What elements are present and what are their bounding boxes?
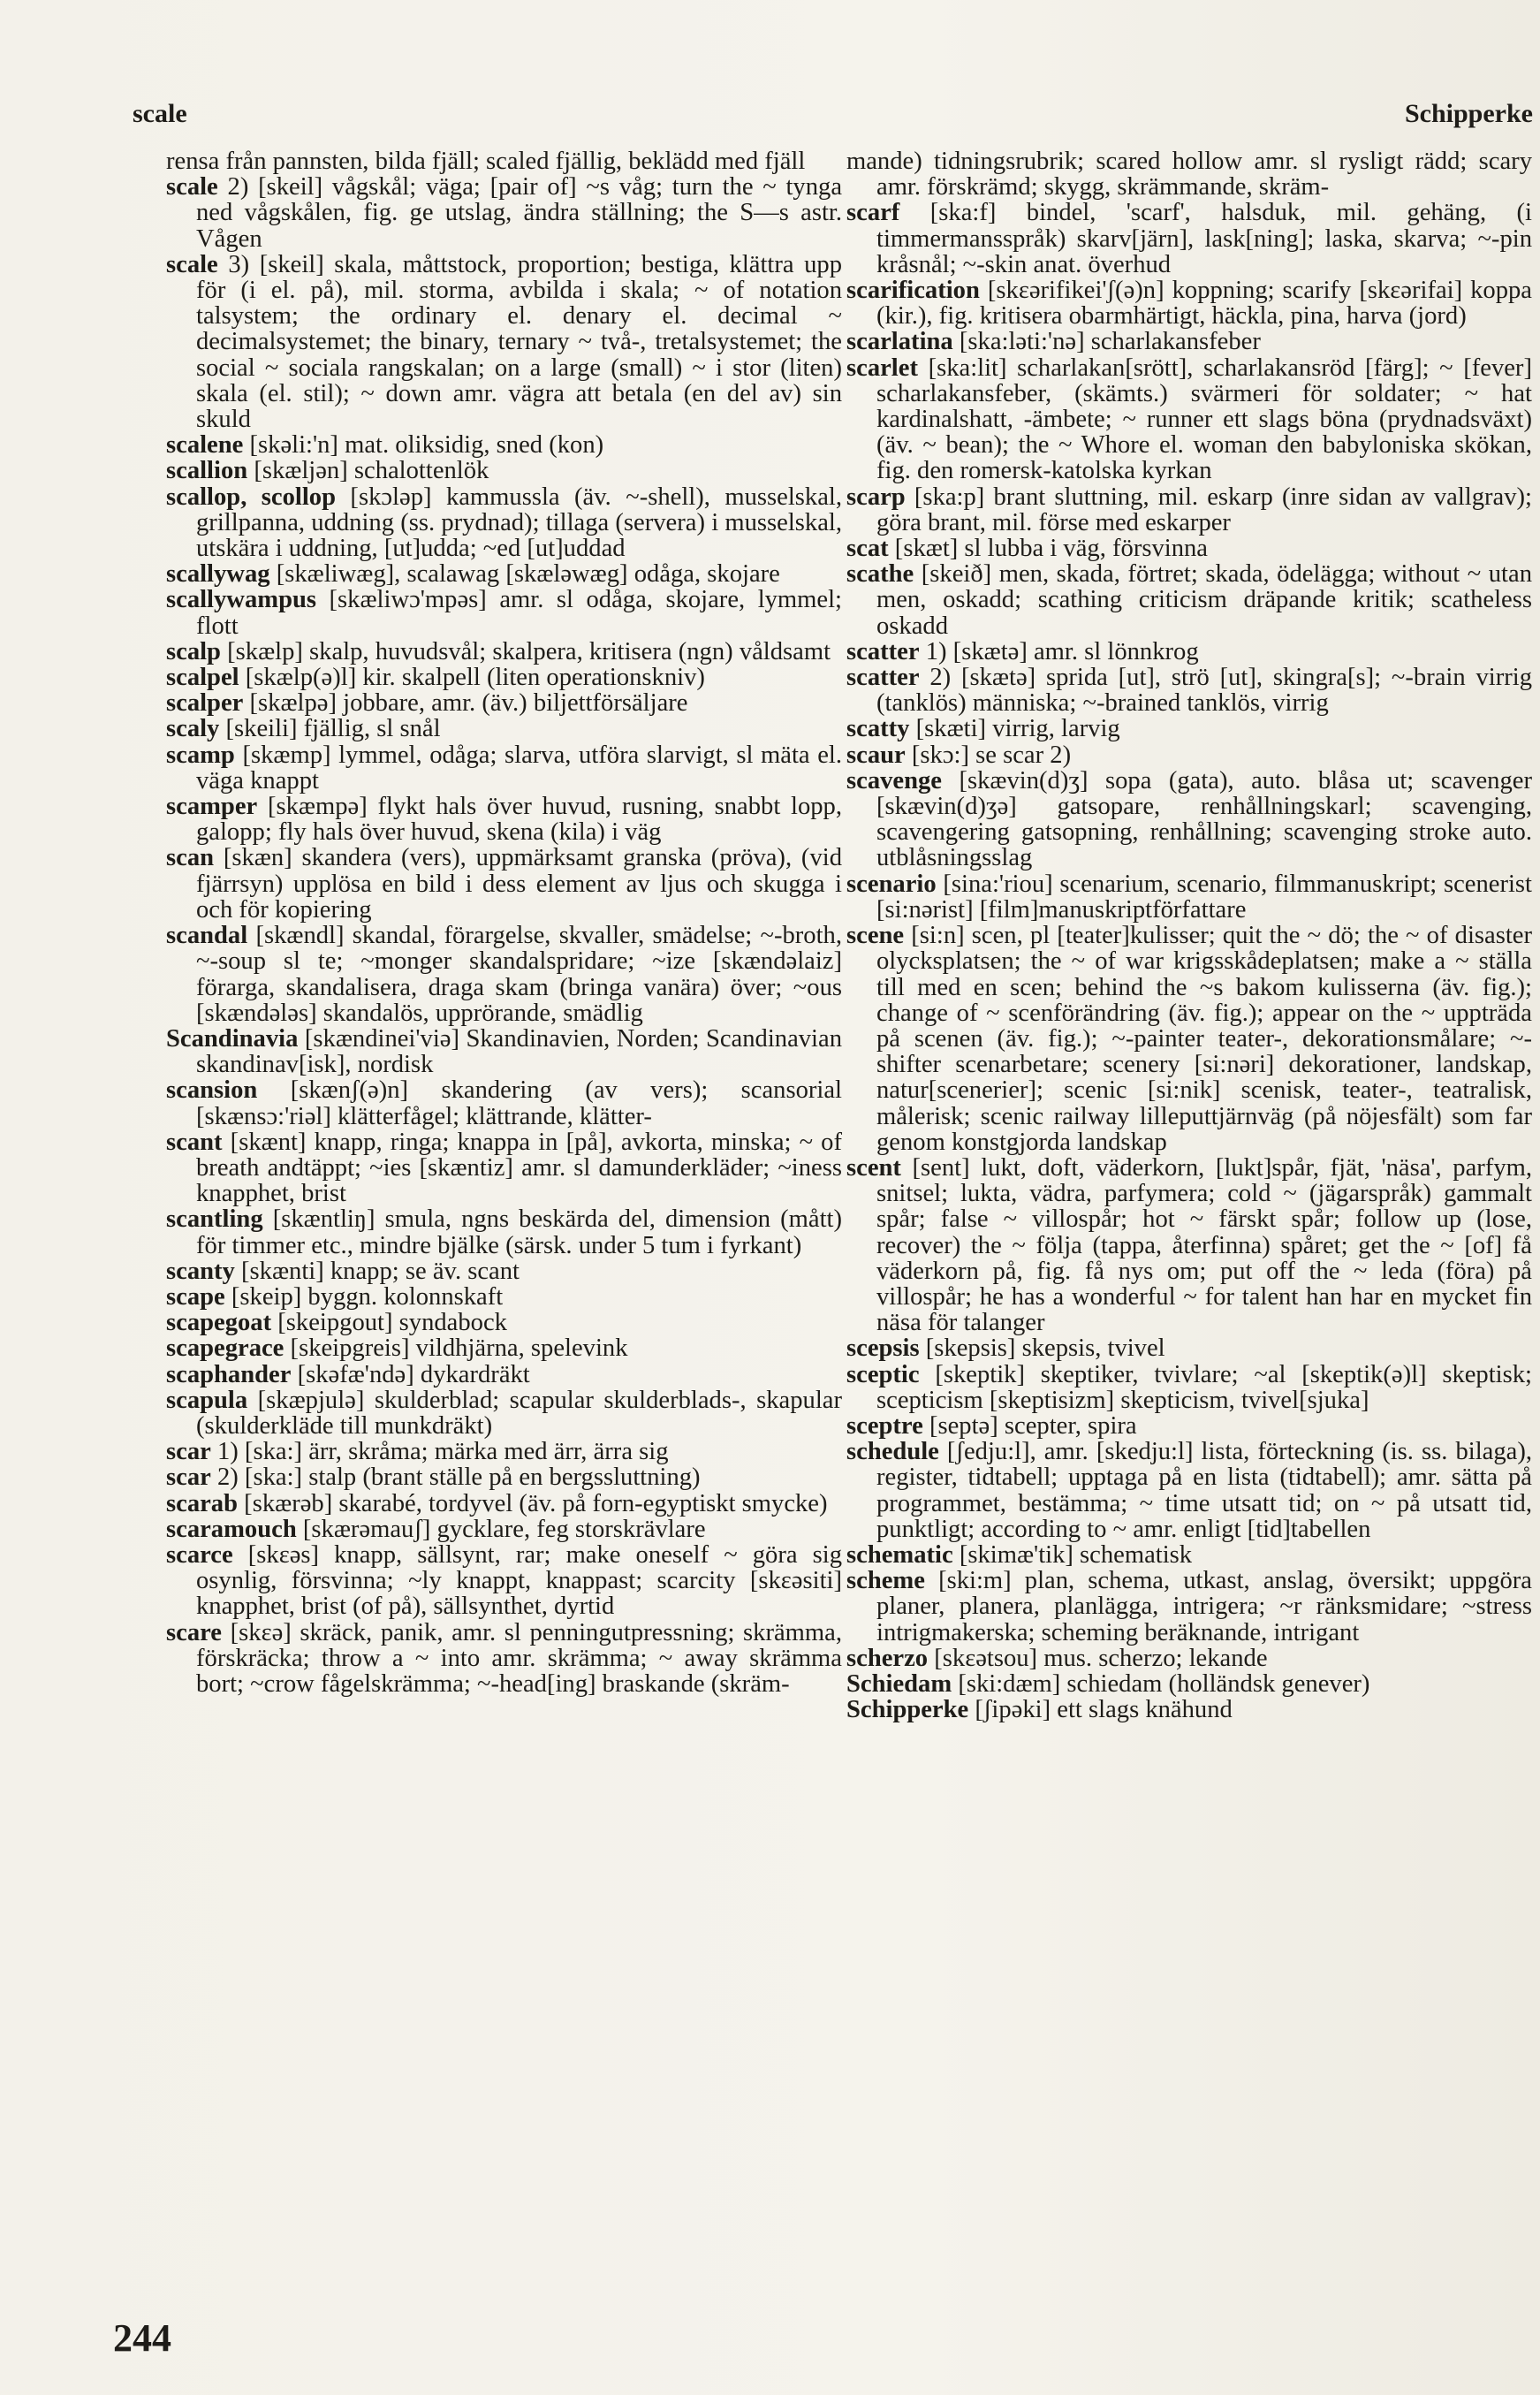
headword: scenario [846, 870, 937, 898]
headword: scantling [166, 1205, 263, 1234]
dictionary-entry [166, 1439, 842, 1464]
definition: [skærəmauʃ] gycklare, feg storskrävlare [302, 1515, 706, 1543]
page-number: 244 [113, 2316, 171, 2360]
definition: [skævin(d)ʒ] sopa (gata), auto. blåsa ut; scavenger [skævin(d)ʒə] gatsopare, renhållningskarl; scavenging, scavengering gatsopning, renhållning; scavenging stroke auto. utblåsningsslag [876, 766, 1532, 872]
running-head-right: Schipperke [1404, 99, 1533, 128]
definition: [skeili] fjällig, sl snål [225, 715, 441, 743]
dictionary-entry [166, 148, 842, 174]
definition: [skænti] knapp; se äv. scant [241, 1257, 520, 1285]
definition: [skeptik] skeptiker, tvivlare; ~al [skeptik(ə)l] skeptisk; scepticism [skeptisizm] skepticism, tvivel[sjuka] [876, 1360, 1532, 1414]
definition: [skɛə] skräck, panik, amr. sl penningutpressning; skrämma, förskräcka; throw a ~ into amr. skrämma; ~ away skrämma bort; ~crow fågelskrämma; ~-head[ing] braskande (skräm- [196, 1618, 842, 1698]
definition: [septə] scepter, spira [929, 1411, 1137, 1440]
headword: scatty [846, 715, 910, 743]
dictionary-entry [166, 1284, 842, 1310]
dictionary-entry [166, 665, 842, 690]
definition: [skælp(ə)l] kir. skalpell (liten operationskniv) [245, 664, 705, 692]
headword: scaly [166, 715, 220, 743]
headword: scalp [166, 637, 221, 665]
running-head-left: scale [133, 99, 187, 128]
headword: scaramouch [166, 1515, 297, 1543]
dictionary-entry [166, 1388, 842, 1439]
dictionary-entry [166, 1620, 842, 1698]
headword: scarf [846, 199, 900, 227]
headword: sceptic [846, 1360, 920, 1388]
dictionary-entry [166, 252, 842, 432]
definition: 2) [skætə] sprida [ut], strö [ut], skingra[s]; ~-brain virrig (tanklös) människa; ~-brained tanklös, virrig [876, 664, 1532, 718]
headword: sceptre [846, 1411, 923, 1440]
definition: [skəfæ'ndə] dykardräkt [297, 1360, 530, 1388]
dictionary-entry [166, 432, 842, 458]
definition: [skæntliŋ] smula, ngns beskärda del, dimension (mått) för timmer etc., mindre bjälke (särsk. under 5 tum i fyrkant) [196, 1205, 842, 1259]
definition: [skəli:'n] mat. oliksidig, sned (kon) [249, 431, 604, 460]
definition: [ʃedju:l], amr. [skedju:l] lista, förteckning (is. ss. bilaga), register, tidtabell; upptaga på en lista (tidtabell); amr. sätta på programmet, bestämma; ~ time utsatt tid; on ~ på utsatt tid, punktligt; according to ~ amr. enligt [tid]tabellen [876, 1438, 1533, 1543]
dictionary-entry [846, 923, 1532, 1155]
definition: [skæliwɔ'mpəs] amr. sl odåga, skojare, lymmel; flott [196, 586, 842, 640]
dictionary-entry [846, 1362, 1532, 1413]
headword: scheme [846, 1567, 925, 1595]
headword: scallop, scollop [166, 483, 336, 511]
definition: [skeip] byggn. kolonnskaft [231, 1282, 504, 1311]
headword: schematic [846, 1540, 953, 1569]
headword: scent [846, 1153, 901, 1182]
headword: scallywag [166, 560, 270, 589]
headword: scatter [846, 664, 920, 692]
definition: [skɔləp] kammussla (äv. ~-shell), musselskal, grillpanna, uddning (ss. prydnad); tillaga (servera) i musselskal, utskära i uddning, [ut]udda; ~ed [ut]uddad [196, 483, 842, 563]
definition: 2) [ska:] stalp (brant ställe på en bergssluttning) [216, 1464, 701, 1492]
dictionary-entry [846, 329, 1532, 354]
definition: [skɛərifikei'ʃ(ə)n] koppning; scarify [skɛərifai] koppa (kir.), fig. kritisera obarmhärtigt, häckla, pina, harva (jord) [876, 277, 1532, 331]
dictionary-entry [846, 1439, 1532, 1542]
dictionary-entry [166, 1362, 842, 1388]
headword: scavenge [846, 766, 942, 795]
definition: [ska:p] brant sluttning, mil. eskarp (inre sidan av vallgrav); göra brant, mil. förse med eskarper [876, 483, 1532, 536]
definition: 1) [ska:] ärr, skråma; märka med ärr, ärra sig [216, 1438, 669, 1466]
dictionary-entry [166, 1335, 842, 1361]
definition: [skæti] virrig, larvig [915, 715, 1120, 743]
dictionary-entry [166, 484, 842, 562]
headword: Schiedam [846, 1669, 952, 1698]
dictionary-entry [166, 923, 842, 1026]
definition: [skæmp] lymmel, odåga; slarva, utföra slarvigt, sl mäta el. väga knappt [196, 741, 842, 795]
headword: scape [166, 1282, 225, 1311]
headword: scant [166, 1128, 223, 1156]
dictionary-entry [166, 1464, 842, 1490]
headword: scepsis [846, 1334, 920, 1363]
headword: scandal [166, 922, 248, 950]
dictionary-entry [166, 458, 842, 483]
headword: Schipperke [846, 1696, 969, 1724]
headword: scatter [846, 637, 920, 665]
running-head [133, 99, 1533, 134]
definition: [ska:lit] scharlakan[srött], scharlakansröd [färg]; ~ [fever] scharlakansfeber, (skämts.) svärmeri för soldater; ~ hat kardinalshatt, -ämbete; ~ runner ett slags böna (prydnadsväxt) (äv. ~ bean); the ~ Whore el. woman den babyloniska skökan, fig. den romersk-katolska kyrkan [876, 354, 1532, 485]
definition: [sent] lukt, doft, väderkorn, [lukt]spår, fjät, 'näsa', parfym, snitsel; lukta, vädra, parfymera; cold ~ (jägarspråk) gammalt spår; false ~ villospår; hot ~ färskt spår; follow up (lose, recover) the ~ följa (tappa, återfinna) spåret; get the ~ [of] få väderkorn på, fig. få nys om; put off the ~ leda (föra) på villospår; he has a wonderful ~ for talent han har en mycket fin näsa för talanger [876, 1153, 1533, 1337]
dictionary-entry [166, 1310, 842, 1335]
dictionary-entry [846, 871, 1532, 923]
definition: [skæmpə] flykt hals över huvud, rusning, snabbt lopp, galopp; fly hals över huvud, skena (kila) i väg [196, 793, 842, 847]
headword: scare [166, 1618, 222, 1646]
headword: scarce [166, 1540, 233, 1569]
dictionary-entry [846, 1155, 1532, 1335]
headword: scarp [846, 483, 906, 511]
definition: [skændinei'viə] Skandinavien, Norden; Scandinavian skandinav[isk], nordisk [196, 1024, 842, 1079]
dictionary-entry [846, 561, 1532, 639]
headword: scamper [166, 793, 258, 821]
dictionary-entry [846, 1335, 1532, 1361]
definition: [skænt] knapp, ringa; knappa in [på], avkorta, minska; ~ of breath andtäppt; ~ies [skæntiz] amr. sl damunderkläder; ~iness knapphet, brist [196, 1128, 842, 1208]
definition: mande) tidningsrubrik; scared hollow amr. sl rysligt rädd; scary amr. förskrämd; skygg, skrämmande, skräm- [846, 148, 1532, 201]
definition: [skɛəs] knapp, sällsynt, rar; make oneself ~ göra sig osynlig, försvinna; ~ly knappt, knappast; scarcity [skɛəsiti] knapphet, brist (of på), sällsynthet, dyrtid [196, 1540, 842, 1621]
dictionary-entry [846, 1646, 1532, 1671]
headword: schedule [846, 1438, 939, 1466]
headword: scamp [166, 741, 235, 769]
definition: 1) [skætə] amr. sl lönnkrog [925, 637, 1199, 665]
dictionary-entry [166, 716, 842, 741]
definition: [skæljən] schalottenlök [254, 457, 489, 485]
dictionary-entry [846, 716, 1532, 741]
dictionary-entry [846, 665, 1532, 716]
definition: rensa från pannsten, bilda fjäll; scaled fjällig, beklädd med fjäll [166, 148, 806, 175]
dictionary-entry [846, 200, 1532, 278]
dictionary-entry [166, 845, 842, 923]
dictionary-entry [166, 690, 842, 716]
definition: [skeipgreis] vildhjärna, spelevink [290, 1334, 628, 1363]
headword: scarlatina [846, 328, 953, 356]
dictionary-entry [166, 1491, 842, 1517]
definition: [sina:'riou] scenarium, scenario, filmmanuskript; scenerist [si:nərist] [film]manuskriptförfattare [876, 870, 1532, 924]
dictionary-entry [166, 1517, 842, 1542]
dictionary-entry [846, 355, 1532, 484]
headword: scale [166, 173, 218, 201]
headword: scaur [846, 741, 906, 769]
headword: scapula [166, 1386, 248, 1414]
definition: [skɔ:] se scar 2) [911, 741, 1072, 769]
definition: [skæpjulə] skulderblad; scapular skulderblads-, skapular (skulderkläde till munkdräkt) [196, 1386, 842, 1440]
dictionary-entry [166, 1258, 842, 1284]
dictionary-entry [846, 536, 1532, 561]
definition: [ski:dæm] schiedam (holländsk genever) [958, 1669, 1370, 1698]
headword: scallion [166, 457, 248, 485]
headword: scherzo [846, 1644, 929, 1672]
dictionary-entry [846, 639, 1532, 665]
dictionary-entry [166, 1077, 842, 1129]
dictionary-entry [166, 174, 842, 252]
dictionary-entry [166, 1206, 842, 1258]
definition: [si:n] scen, pl [teater]kulisser; quit the ~ dö; the ~ of disaster olycksplatsen; the ~ of war krigsskådeplatsen; make a ~ ställa till med en scen; behind the ~s bakom kulisserna (äv. fig.); change of ~ scenförändring (äv. fig.); appear on the ~ uppträda på scenen (äv. fig.); ~-painter teater-, dekorationsmålare; ~-shifter scenarbetare; scenery [si:nəri] dekorationer, landskap, natur[scenerier]; scenic [si:nik] scenisk, teater-, teatralisk, målerisk; scenic railway lilleputtjärnväg (på nöjesfält) som far genom konstgjorda landskap [876, 922, 1532, 1156]
definition: [skimæ'tik] schematisk [959, 1540, 1193, 1569]
headword: scar [166, 1464, 211, 1492]
headword: Scandinavia [166, 1024, 299, 1053]
definition: 3) [skeil] skala, måttstock, proportion; bestiga, klättra upp för (i el. på), mil. storma, avbilda i skala; ~ of notation talsystem; the ordinary el. denary el. decimal ~ decimalsystemet; the binary, ternary ~ två-, tretalsystemet; the social ~ sociala rangskalan; on a large (small) ~ i stor (liten) skala (el. stil); ~ down amr. vägra att betala (en del av) sin skuld [196, 250, 842, 434]
definition: [ska:ləti:'nə] scharlakansfeber [959, 328, 1261, 356]
headword: scaphander [166, 1360, 292, 1388]
headword: scat [846, 535, 889, 563]
headword: scan [166, 844, 215, 872]
definition: [skepsis] skepsis, tvivel [925, 1334, 1165, 1363]
definition: [ski:m] plan, schema, utkast, anslag, översikt; uppgöra planer, planera, planlägga, intrigera; ~r ränksmidare; ~stress intrigmakerska; scheming beräknande, intrigant [876, 1567, 1532, 1646]
left-column [166, 148, 842, 1697]
definition: [skænʃ(ə)n] skandering (av vers); scansorial [skænsɔ:'riəl] klätterfågel; klättrande, klätter- [196, 1076, 842, 1130]
dictionary-entry [846, 768, 1532, 871]
dictionary-entry [166, 742, 842, 794]
definition: [skælp] skalp, huvudsvål; skalpera, kritisera (ngn) våldsamt [227, 637, 831, 665]
dictionary-entry [846, 1697, 1532, 1722]
headword: scarab [166, 1489, 239, 1517]
dictionary-entry [846, 148, 1532, 200]
headword: scarlet [846, 354, 918, 382]
dictionary-entry [166, 561, 842, 587]
definition: [skeipgout] syndabock [277, 1309, 507, 1337]
headword: scalper [166, 689, 244, 718]
definition: [skæn] skandera (vers), uppmärksamt granska (pröva), (vid fjärrsyn) upplösa en bild i dess element av ljus och skugga i och för kopiering [196, 844, 842, 924]
headword: scarification [846, 277, 980, 305]
headword: scalpel [166, 664, 239, 692]
dictionary-entry [166, 639, 842, 665]
dictionary-entry [846, 484, 1532, 536]
definition: [skæliwæg], scalawag [skæləwæg] odåga, skojare [276, 560, 780, 589]
definition: [ska:f] bindel, 'scarf', halsduk, mil. gehäng, (i timmermansspråk) skarv[järn], lask[ning]; laska, skarva; ~-pin kråsnål; ~-skin anat. överhud [876, 199, 1532, 278]
dictionary-entry [846, 1568, 1532, 1646]
definition: [skeið] men, skada, förtret; skada, ödelägga; without ~ utan men, oskadd; scathing criticism dräpande kritik; scatheless oskadd [876, 560, 1532, 640]
headword: scale [166, 250, 218, 278]
headword: scalene [166, 431, 244, 460]
headword: scathe [846, 560, 914, 589]
definition: [ʃipəki] ett slags knähund [975, 1696, 1233, 1724]
dictionary-entry [166, 1026, 842, 1077]
headword: scallywampus [166, 586, 316, 614]
definition: 2) [skeil] vågskål; väga; [pair of] ~s våg; turn the ~ tynga ned vågskålen, fig. ge utslag, ändra ställning; the S—s astr. Vågen [196, 173, 843, 253]
dictionary-entry [846, 1671, 1532, 1697]
headword: scanty [166, 1257, 235, 1285]
definition: [skærəb] skarabé, tordyvel (äv. på forn-egyptiskt smycke) [244, 1489, 828, 1517]
dictionary-entry [166, 794, 842, 845]
dictionary-entry [846, 1542, 1532, 1568]
dictionary-entry [846, 742, 1532, 768]
right-column [846, 148, 1532, 1722]
dictionary-entry [846, 278, 1532, 329]
dictionary-entry [166, 587, 842, 638]
headword: scar [166, 1438, 211, 1466]
headword: scansion [166, 1076, 258, 1105]
definition: [skændl] skandal, förargelse, skvaller, smädelse; ~-broth, ~-soup sl te; ~monger skandalspridare; ~ize [skændəlaiz] förarga, skandalisera, draga skam (bringa vanära) över; ~ous [skændələs] skandalös, upprörande, smädlig [196, 922, 842, 1027]
definition: [skæt] sl lubba i väg, försvinna [894, 535, 1208, 563]
dictionary-entry [166, 1129, 842, 1207]
headword: scapegoat [166, 1309, 272, 1337]
headword: scene [846, 922, 905, 950]
dictionary-entry [846, 1413, 1532, 1439]
headword: scapegrace [166, 1334, 284, 1363]
dictionary-entry [166, 1542, 842, 1620]
definition: [skælpə] jobbare, amr. (äv.) biljettförsäljare [249, 689, 688, 718]
definition: [skɛətsou] mus. scherzo; lekande [934, 1644, 1268, 1672]
